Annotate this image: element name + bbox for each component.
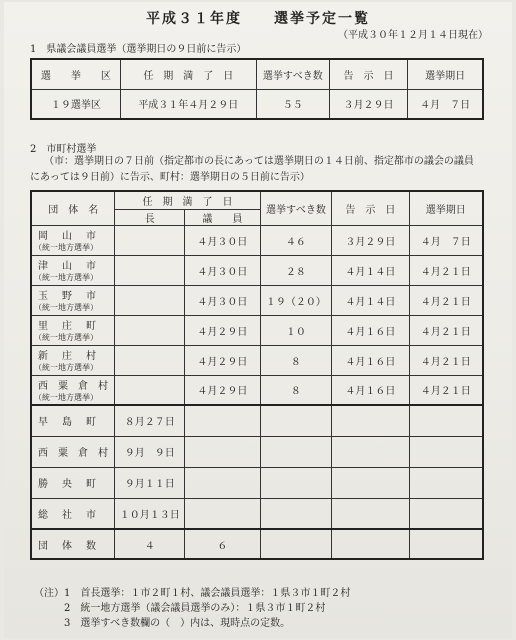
group-name: 西 粟 倉 村 [38,380,108,392]
cell-notice: ４月１６日 [332,315,409,345]
table-row [31,89,483,119]
cell-total-label [31,529,115,559]
group-subtitle: （統一地方選挙） [34,243,98,252]
col-header: 選 挙 区 [31,59,120,89]
cell-head: １０月１３日 [115,498,185,529]
cell-seats [260,436,332,467]
cell-notice [332,498,409,529]
col-header-date: 選挙期日 [409,191,483,225]
col-header-council: 議 員 [185,209,261,225]
group-subtitle: （統一地方選挙） [34,392,98,402]
col-header-notice: 告 示 日 [332,191,409,225]
cell-council: ４月３０日 [185,255,261,285]
note-item-2: 2 統一地方選挙（議会議員選挙のみ）：１県３市１町２村 [64,603,326,614]
group-subtitle: （統一地方選挙） [34,333,98,342]
group-name: 津 山 市 [38,261,98,272]
cell-notice: ３月２９日 [332,225,409,255]
table-row [31,467,483,498]
col-header-term: 任 期 満 了 日 [115,191,260,209]
col-header: 告 示 日 [329,59,408,89]
table-header-row [31,191,483,209]
cell-seats [260,467,332,498]
cell-council [185,436,261,467]
group-name: 総 社 市 [38,509,98,521]
as-of-date: （平成３０年１２月１４日現在） [338,30,488,41]
cell-notice: ４月１４日 [332,255,409,285]
col-header-group: 団 体 名 [31,191,115,225]
group-subtitle: （統一地方選挙） [34,273,98,282]
cell-total-head: ４ [115,529,185,559]
group-name: 西 粟 倉 村 [38,448,108,459]
group-name: 新 庄 村 [38,351,98,362]
cell-head [115,285,185,315]
cell-council: ４月２９日 [185,375,261,405]
col-header: 任 期 満 了 日 [120,59,256,89]
cell-date: ４月２１日 [409,375,483,405]
cell-council: ４月２９日 [185,345,261,375]
section2-heading: 2 市町村選挙 [30,144,97,155]
cell-group [31,405,115,436]
cell-council [185,467,261,498]
cell-date: ４月２１日 [409,315,483,345]
cell-head: ８月２７日 [115,405,185,436]
table-header-row [31,59,483,89]
cell-notice [332,405,409,436]
cell-council [185,405,261,436]
cell-seats [260,498,332,529]
section1-heading: 1 県議会議員選挙（選挙期日の９日前に告示） [30,44,247,55]
cell-group [31,255,115,285]
cell-seats: ８ [260,345,332,375]
cell-election-date: ４月 ７日 [408,89,483,119]
cell-head [115,225,185,255]
cell-empty [260,529,332,559]
cell-term-end: 平成３１年４月２９日 [120,89,256,119]
cell-group [31,315,115,345]
col-header-seats: 選挙すべき数 [260,191,332,225]
cell-council: ４月３０日 [185,225,261,255]
cell-notice: ３月２９日 [329,89,408,119]
cell-head: ９月 ９日 [115,436,185,467]
cell-date: ４月 ７日 [409,225,483,255]
cell-group [31,375,115,405]
cell-date: ４月２１日 [409,345,483,375]
group-name: 早 島 町 [38,417,98,429]
cell-notice [332,436,409,467]
cell-group [31,436,115,467]
prefectural-election-table [30,58,484,120]
cell-council [185,498,261,529]
cell-seats: ５５ [256,89,329,119]
cell-group [31,285,115,315]
cell-group [31,467,115,498]
cell-date [409,405,483,436]
cell-seats: １０ [260,315,332,345]
cell-date: ４月２１日 [409,255,483,285]
cell-seats: １９（２０） [260,285,332,315]
cell-empty [409,529,483,559]
cell-empty [332,529,409,559]
cell-notice [332,467,409,498]
group-subtitle: （統一地方選挙） [34,363,98,372]
cell-seats [260,405,332,436]
table-row [31,315,483,345]
cell-head [115,375,185,405]
cell-notice: ４月１６日 [332,345,409,375]
group-name: 勝 央 町 [38,479,98,490]
col-header: 選挙すべき数 [256,59,329,89]
cell-head [115,255,185,285]
cell-seats: ２８ [260,255,332,285]
group-subtitle: （統一地方選挙） [34,303,98,312]
notes-prefix: （注） [34,588,64,599]
table-row [31,405,483,436]
cell-head [115,345,185,375]
group-name: 里 庄 町 [38,321,98,332]
cell-head [115,315,185,345]
table-row [31,345,483,375]
table-row [31,498,483,529]
cell-notice: ４月１４日 [332,285,409,315]
cell-group [31,225,115,255]
table-row [31,255,483,285]
group-name: 岡 山 市 [38,231,98,242]
cell-date [409,436,483,467]
section2-note-line2: にあっては９日前）に告示、町村：選挙期日の５日前に告示） [30,172,310,183]
page-title: 平成３１年度 選挙予定一覧 [146,11,370,27]
col-header-head: 長 [115,209,185,225]
table-row [31,375,483,405]
cell-notice: ４月１６日 [332,375,409,405]
cell-date: ４月２１日 [409,285,483,315]
municipal-election-table [30,190,484,560]
note-item-1: 1 首長選挙：１市２町１村、議会議員選挙：１県３市１町２村 [64,588,351,599]
cell-district: １９選挙区 [31,89,120,119]
total-label: 団 体 数 [38,540,98,552]
cell-council: ４月３０日 [185,285,261,315]
cell-head: ９月１１日 [115,467,185,498]
table-row [31,285,483,315]
total-row [31,529,483,559]
section2-note-line1: （市：選挙期日の７日前（指定都市の長にあっては選挙期日の１４日前、指定都市の議会の議員 [44,156,474,167]
cell-seats: ４６ [260,225,332,255]
col-header: 選挙期日 [408,59,483,89]
cell-date [409,467,483,498]
cell-council: ４月２９日 [185,315,261,345]
note-item-3: 3 選挙すべき数欄の（ ）内は、現時点の定数。 [64,618,291,629]
cell-group [31,498,115,529]
cell-group [31,345,115,375]
group-name: 玉 野 市 [38,291,98,302]
cell-total-council: ６ [185,529,261,559]
table-row [31,225,483,255]
cell-date [409,498,483,529]
table-row [31,436,483,467]
cell-seats: ８ [260,375,332,405]
